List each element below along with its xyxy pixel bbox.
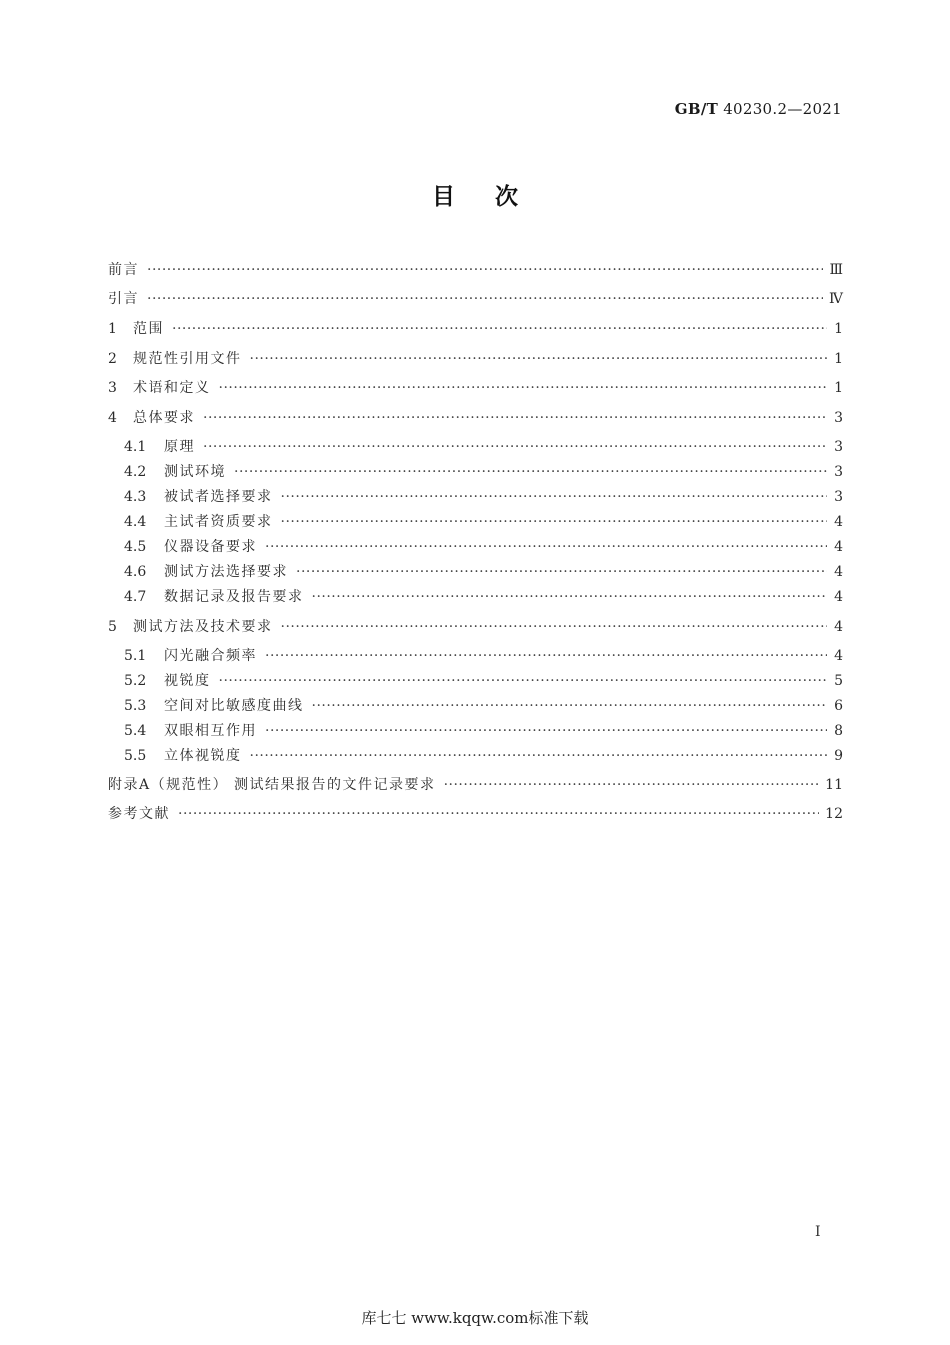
toc-entry-label: 仪器设备要求 — [164, 539, 257, 555]
toc-entry-introduction[interactable] — [108, 288, 843, 310]
toc-entry-page: 4 — [834, 589, 843, 605]
toc-entry-label: 测试方法及技术要求 — [133, 619, 273, 635]
toc-entry-page: Ⅲ — [829, 262, 843, 278]
toc-entry-2[interactable] — [108, 348, 843, 370]
toc-entry-label: 术语和定义 — [133, 380, 211, 396]
toc-entry-label: 测试方法选择要求 — [164, 564, 288, 580]
toc-entry-number: 5.1 — [124, 648, 147, 664]
toc-entry-page: 5 — [834, 673, 843, 689]
toc-entry-4-2[interactable] — [124, 461, 843, 483]
toc-entry-number: 3 — [108, 380, 117, 396]
toc-entry-page: 4 — [834, 539, 843, 555]
standard-prefix: GB/T — [674, 100, 719, 118]
toc-entry-number: 1 — [108, 321, 117, 337]
toc-entry-label: 被试者选择要求 — [164, 489, 273, 505]
toc-entry-number: 5.2 — [124, 673, 147, 689]
toc-entry-4-5[interactable] — [124, 536, 843, 558]
toc-entry-label: 总体要求 — [133, 410, 195, 426]
toc-entry-number: 4.7 — [124, 589, 147, 605]
dot-leader — [265, 720, 827, 742]
toc-entry-label: 空间对比敏感度曲线 — [164, 698, 304, 714]
dot-leader — [203, 407, 827, 429]
dot-leader — [312, 586, 828, 608]
toc-entry-page: 1 — [834, 380, 843, 396]
dot-leader — [203, 436, 827, 458]
toc-entry-number: 5.3 — [124, 698, 147, 714]
toc-entry-page: 4 — [834, 564, 843, 580]
dot-leader — [265, 645, 827, 667]
toc-entry-references[interactable] — [108, 803, 843, 825]
toc-entry-5-3[interactable] — [124, 695, 843, 717]
toc-entry-number: 5 — [108, 619, 117, 635]
toc-entry-label: 规范性引用文件 — [133, 351, 242, 367]
dot-leader — [281, 511, 828, 533]
toc-entry-page: 8 — [834, 723, 843, 739]
dot-leader — [147, 288, 823, 310]
toc-entry-appendix-a[interactable] — [108, 774, 843, 796]
toc-entry-4[interactable] — [108, 407, 843, 429]
toc-entry-5-5[interactable] — [124, 745, 843, 767]
dot-leader — [281, 616, 828, 638]
toc-entry-label: 闪光融合频率 — [164, 648, 257, 664]
toc-entry-page: 9 — [834, 748, 843, 764]
dot-leader — [219, 670, 828, 692]
page-title: 目次 — [432, 183, 558, 210]
toc-entry-page: Ⅳ — [829, 291, 843, 307]
toc-entry-4-3[interactable] — [124, 486, 843, 508]
toc-entry-label: 原理 — [164, 439, 195, 455]
toc-entry-number: 5.4 — [124, 723, 147, 739]
toc-entry-page: 6 — [834, 698, 843, 714]
toc-entry-3[interactable] — [108, 377, 843, 399]
toc-entry-5[interactable] — [108, 616, 843, 638]
toc-entry-number: 4.6 — [124, 564, 147, 580]
toc-entry-page: 3 — [834, 464, 843, 480]
toc-entry-page: 1 — [834, 351, 843, 367]
toc-entry-label: 测试环境 — [164, 464, 226, 480]
dot-leader — [312, 695, 828, 717]
toc-entry-4-1[interactable] — [124, 436, 843, 458]
toc-entry-4-4[interactable] — [124, 511, 843, 533]
toc-entry-number: 4.3 — [124, 489, 147, 505]
toc-entry-page: 3 — [834, 410, 843, 426]
toc-entry-number: 4 — [108, 410, 117, 426]
toc-entry-page: 1 — [834, 321, 843, 337]
dot-leader — [250, 348, 828, 370]
dot-leader — [265, 536, 827, 558]
footer-watermark: 库七七 www.kqqw.com标准下载 — [361, 1309, 589, 1327]
toc-entry-page: 4 — [834, 648, 843, 664]
dot-leader — [444, 774, 820, 796]
toc-entry-4-6[interactable] — [124, 561, 843, 583]
toc-entry-label: 主试者资质要求 — [164, 514, 273, 530]
toc-entry-number: 4.1 — [124, 439, 147, 455]
page-number: I — [815, 1224, 821, 1240]
toc-entry-1[interactable] — [108, 318, 843, 340]
toc-entry-4-7[interactable] — [124, 586, 843, 608]
toc-entry-foreword[interactable] — [108, 259, 843, 281]
toc-entry-page: 11 — [825, 777, 843, 793]
toc-entry-label: 立体视锐度 — [164, 748, 242, 764]
toc-entry-label: 范围 — [133, 321, 164, 337]
toc-entry-number: 4.2 — [124, 464, 147, 480]
table-of-contents — [108, 0, 843, 900]
toc-entry-label: 双眼相互作用 — [164, 723, 257, 739]
toc-entry-label: 参考文献 — [108, 806, 170, 822]
dot-leader — [250, 745, 828, 767]
toc-entry-page: 4 — [834, 619, 843, 635]
dot-leader — [296, 561, 827, 583]
dot-leader — [234, 461, 827, 483]
toc-entry-5-2[interactable] — [124, 670, 843, 692]
dot-leader — [172, 318, 827, 340]
standard-number: 40230.2—2021 — [723, 100, 842, 118]
toc-entry-number: 5.5 — [124, 748, 147, 764]
toc-entry-page: 4 — [834, 514, 843, 530]
toc-entry-label: 附录A（规范性） 测试结果报告的文件记录要求 — [108, 777, 436, 793]
dot-leader — [281, 486, 828, 508]
toc-entry-label: 前言 — [108, 262, 139, 278]
toc-entry-label: 数据记录及报告要求 — [164, 589, 304, 605]
toc-entry-page: 12 — [825, 806, 843, 822]
toc-entry-number: 4.4 — [124, 514, 147, 530]
toc-entry-label: 视锐度 — [164, 673, 211, 689]
toc-entry-number: 4.5 — [124, 539, 147, 555]
toc-entry-page: 3 — [834, 439, 843, 455]
toc-entry-5-4[interactable] — [124, 720, 843, 742]
toc-entry-number: 2 — [108, 351, 117, 367]
toc-entry-5-1[interactable] — [124, 645, 843, 667]
dot-leader — [147, 259, 823, 281]
toc-entry-page: 3 — [834, 489, 843, 505]
dot-leader — [178, 803, 819, 825]
toc-entry-label: 引言 — [108, 291, 139, 307]
dot-leader — [219, 377, 828, 399]
